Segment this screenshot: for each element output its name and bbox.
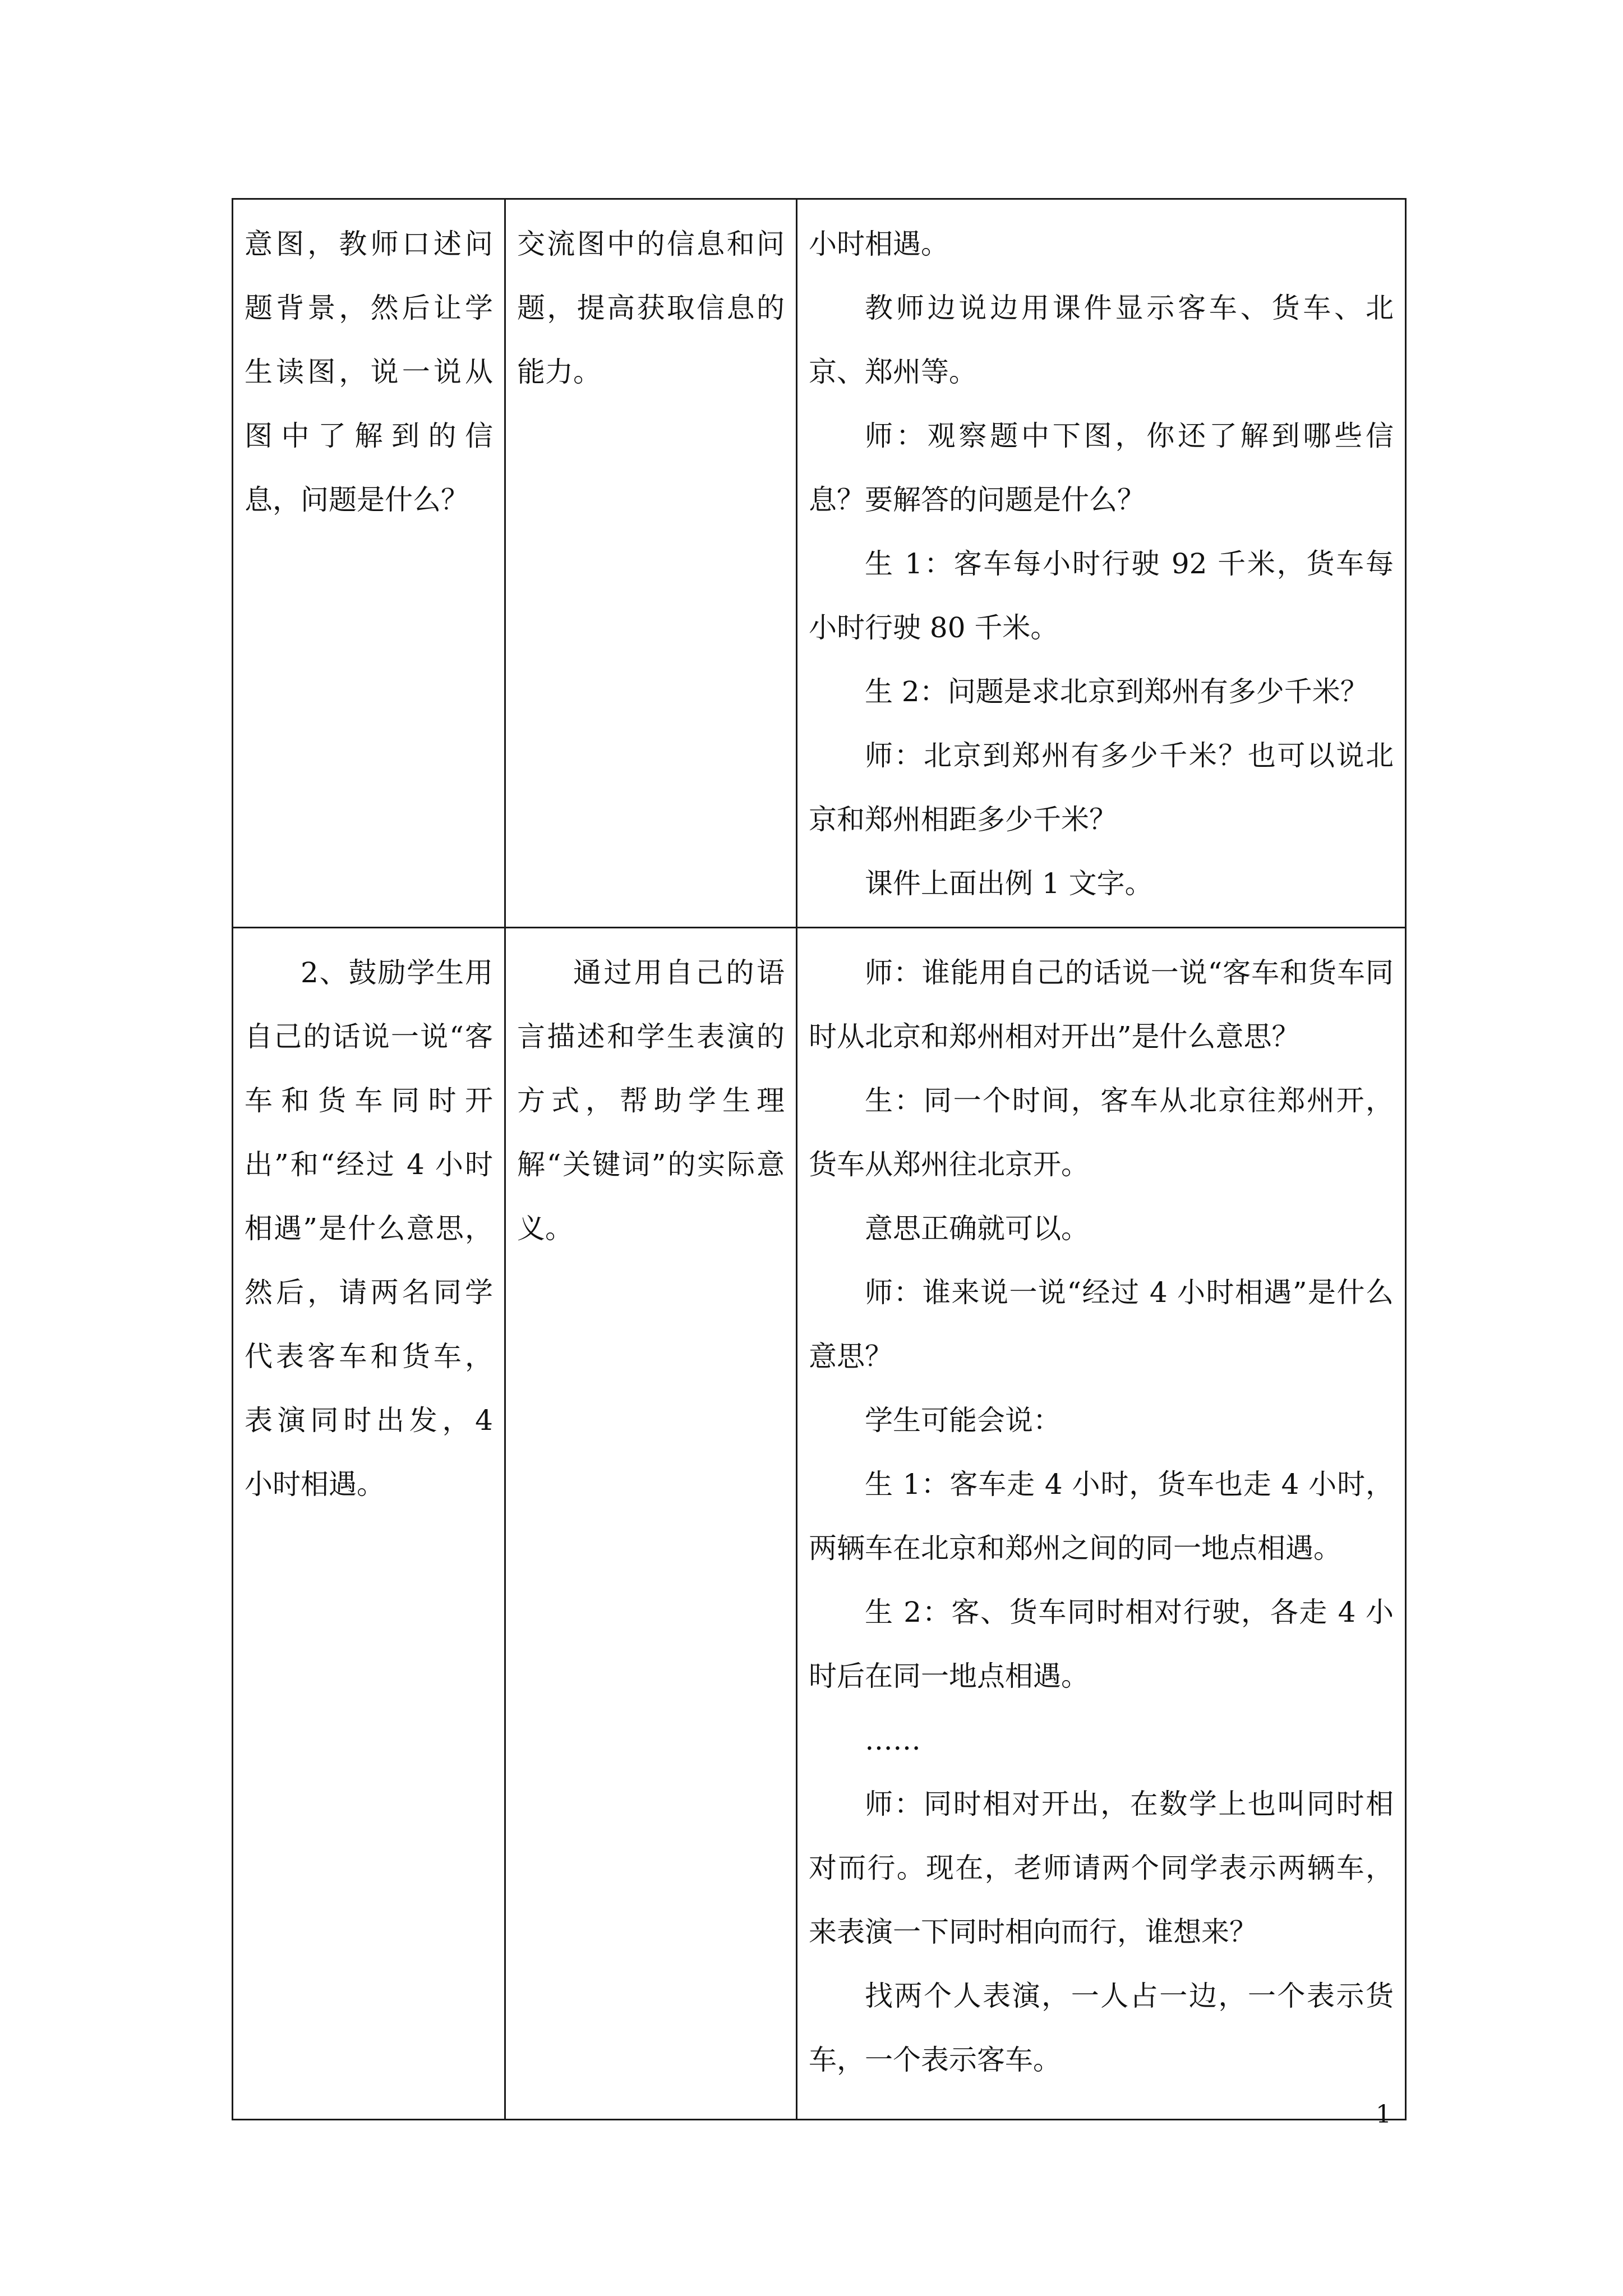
process-cell	[797, 199, 1406, 928]
activity-cell	[233, 199, 505, 928]
cell-paragraph: 师：观察题中下图，你还了解到哪些信息？要解答的问题是什么？	[809, 420, 1394, 516]
cell-paragraph: 生：同一个时间，客车从北京往郑州开，货车从郑州往北京开。	[809, 1084, 1394, 1181]
cell-paragraph: 师：谁来说一说“经过 4 小时相遇”是什么意思？	[809, 1276, 1394, 1373]
intent-cell	[505, 928, 797, 2120]
cell-paragraph: 通过用自己的语言描述和学生表演的方式，帮助学生理解“关键词”的实际意义。	[517, 956, 785, 1245]
cell-paragraph: 生 1：客车走 4 小时，货车也走 4 小时，两辆车在北京和郑州之间的同一地点相遇。	[809, 1468, 1394, 1565]
cell-paragraph: 师：同时相对开出，在数学上也叫同时相对而行。现在，老师请两个同学表示两辆车，来表演一下同时相向而行，谁想来？	[809, 1788, 1394, 1948]
cell-paragraph: 师：谁能用自己的话说一说“客车和货车同时从北京和郑州相对开出”是什么意思？	[809, 956, 1394, 1053]
cell-paragraph: 生 1：客车每小时行驶 92 千米，货车每小时行驶 80 千米。	[809, 547, 1394, 644]
cell-paragraph: 2、鼓励学生用自己的话说一说“客车和货车同时开出”和“经过 4 小时相遇”是什么意思，然后，请两名同学代表客车和货车，表演同时出发，4 小时相遇。	[245, 956, 493, 1501]
page-number: 1	[1376, 2100, 1391, 2129]
activity-cell	[233, 928, 505, 2120]
lesson-plan-table	[232, 198, 1407, 2120]
cell-paragraph: 生 2：客、货车同时相对行驶，各走 4 小时后在同一地点相遇。	[809, 1596, 1394, 1692]
cell-paragraph: 找两个人表演，一人占一边，一个表示货车，一个表示客车。	[809, 1980, 1394, 2076]
cell-paragraph: 意思正确就可以。	[865, 1212, 1089, 1245]
cell-paragraph: ……	[865, 1724, 921, 1756]
cell-paragraph: 教师边说边用课件显示客车、货车、北京、郑州等。	[809, 292, 1394, 388]
cell-paragraph: 生 2：问题是求北京到郑州有多少千米？	[865, 675, 1368, 708]
cell-paragraph: 意图，教师口述问题背景，然后让学生读图，说一说从图中了解到的信息，问题是什么？	[245, 228, 493, 516]
cell-paragraph: 小时相遇。	[809, 228, 949, 260]
process-cell	[797, 928, 1406, 2120]
table-row	[233, 199, 1406, 928]
cell-paragraph: 师：北京到郑州有多少千米？也可以说北京和郑州相距多少千米？	[809, 739, 1394, 836]
cell-paragraph: 交流图中的信息和问题，提高获取信息的能力。	[517, 228, 785, 388]
cell-paragraph: 学生可能会说：	[865, 1404, 1061, 1437]
cell-paragraph: 课件上面出例 1 文字。	[865, 867, 1153, 900]
table-row	[233, 928, 1406, 2120]
intent-cell	[505, 199, 797, 928]
